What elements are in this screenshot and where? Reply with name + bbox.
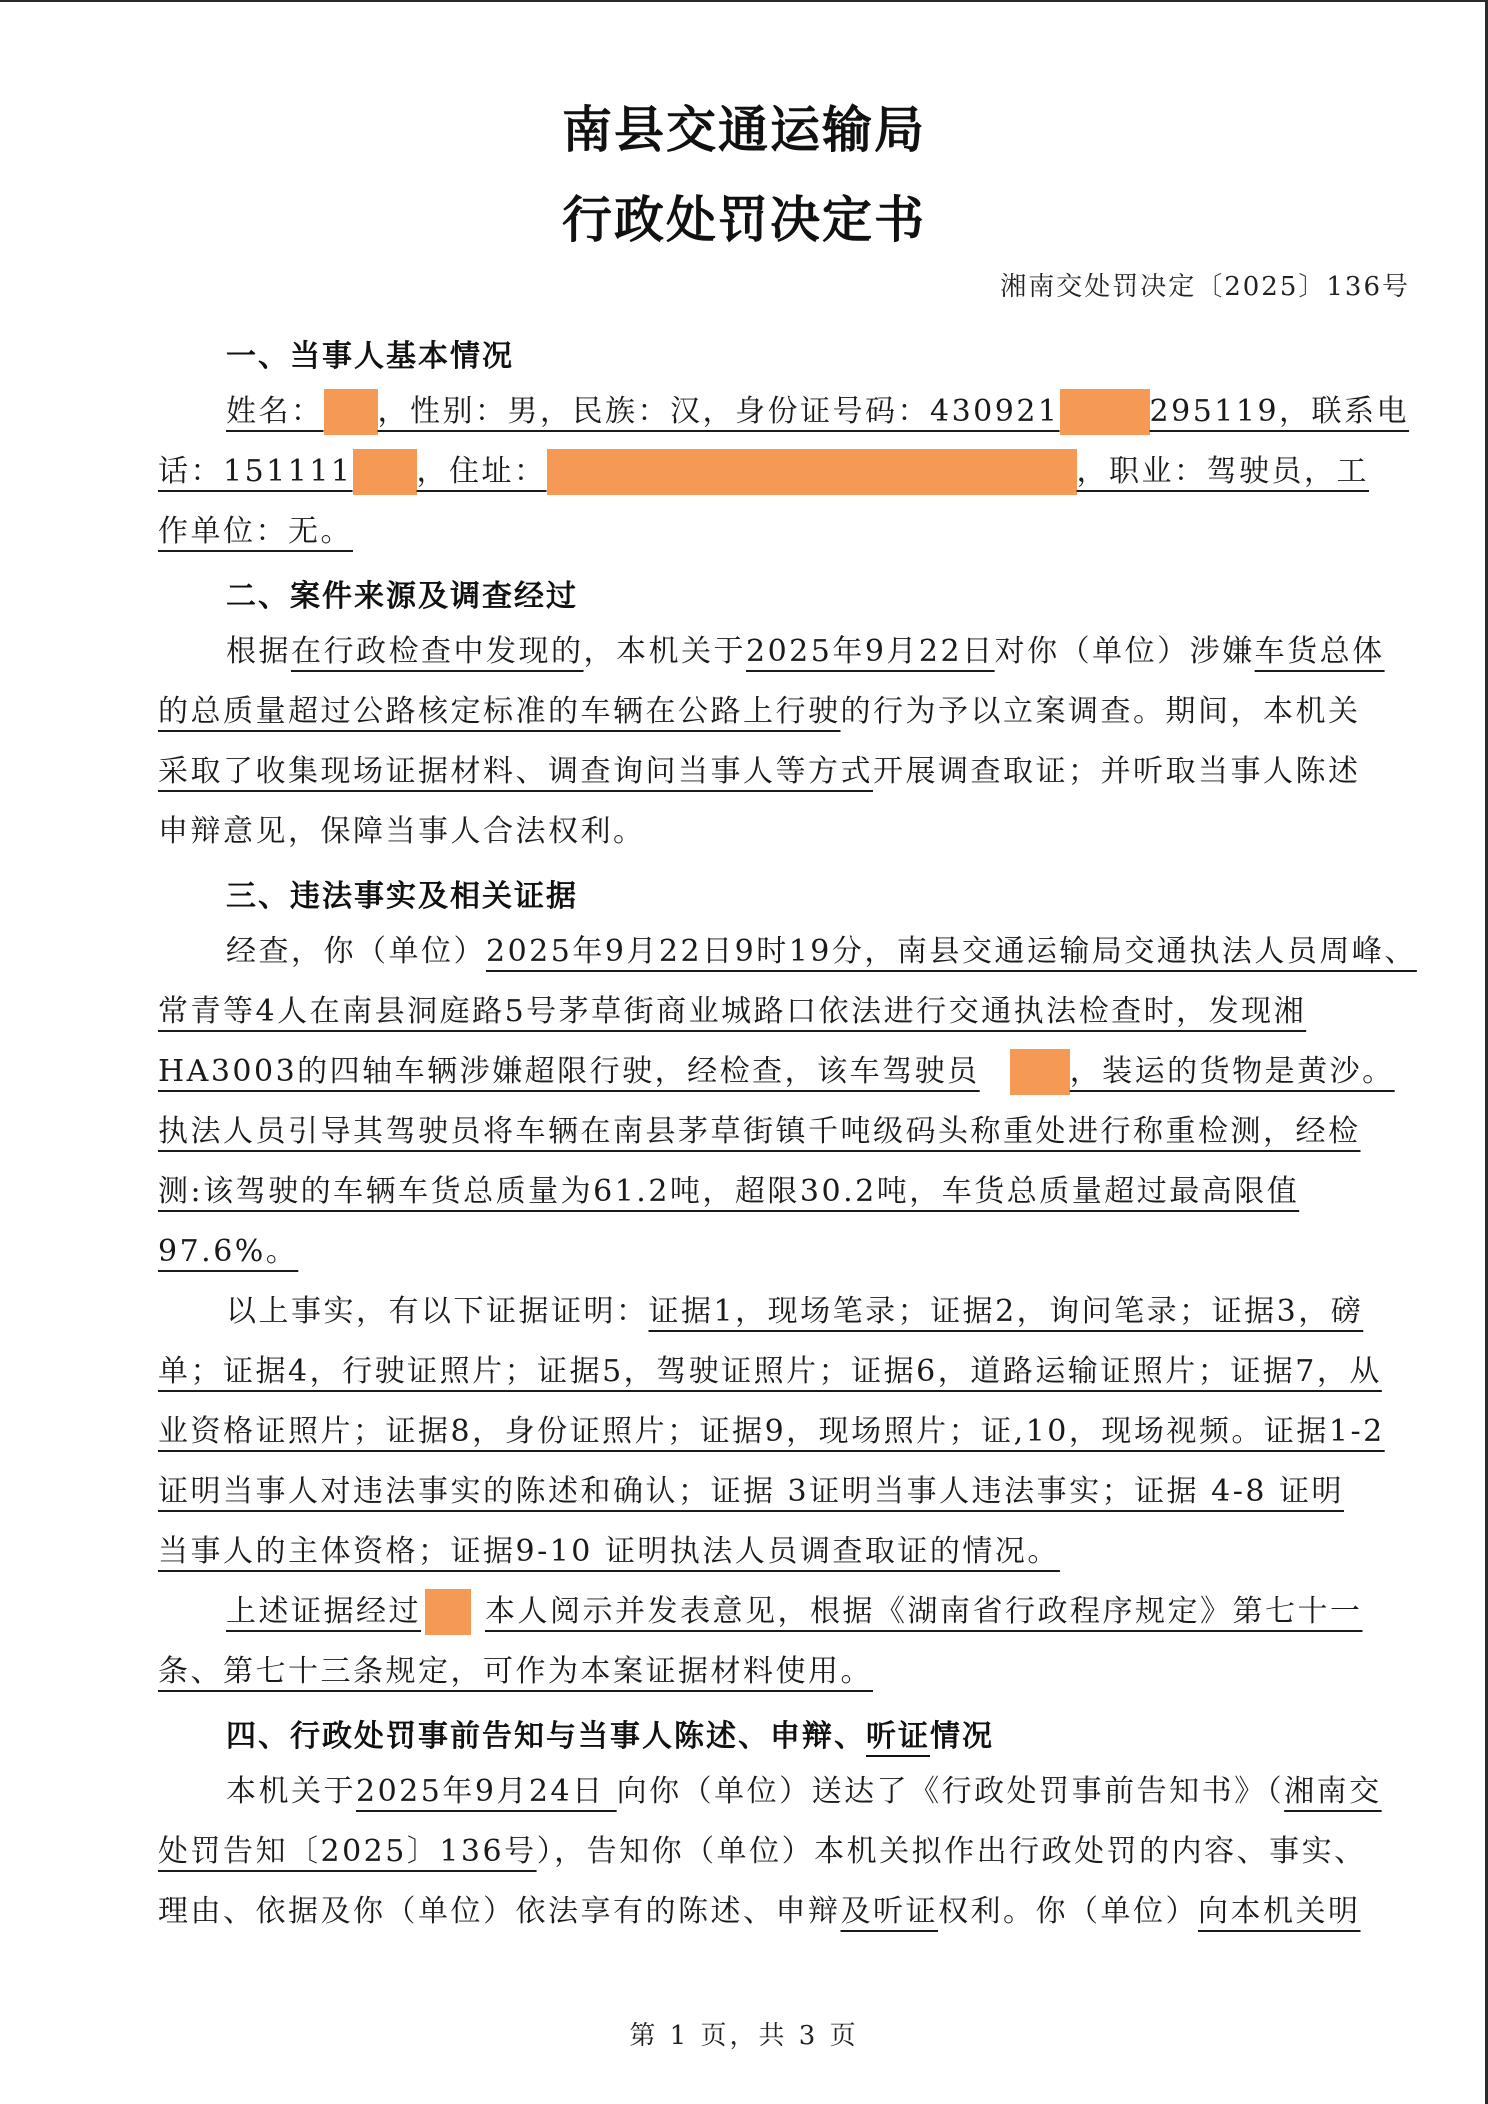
section4-heading: 四、行政处罚事前告知与当事人陈述、申辩、听证情况 [226,1719,994,1754]
section3-line4: 执法人员引导其驾驶员将车辆在南县茅草街镇千吨级码头称重处进行称重检测，经检 [158,1114,1361,1149]
evidence-line5: 当事人的主体资格；证据9-10 证明执法人员调查取证的情况。 [158,1534,1060,1569]
section2-line4: 申辩意见，保障当事人合法权利。 [158,814,646,849]
section3-line5: 测:该驾驶的车辆车货总质量为61.2吨，超限30.2吨，车货总质量超过最高限值 [158,1174,1300,1209]
evidence-line4: 证明当事人对违法事实的陈述和确认；证据 3证明当事人违法事实；证据 4-8 证明 [158,1474,1345,1509]
section3-line2: 常青等4人在南县洞庭路5号茅草街商业城路口依法进行交通执法检查时，发现湘 [158,994,1307,1029]
section2-heading: 二、案件来源及调查经过 [226,579,578,614]
evidence-line1: 以上事实，有以下证据证明：证据1，现场笔录；证据2，询问笔录；证据3，磅 [226,1294,1364,1329]
document-number: 湘南交处罚决定〔2025〕136号 [1000,272,1410,302]
section3-line6: 97.6%。 [158,1234,299,1269]
section1-line3: 作单位：无。 [158,514,353,549]
section1-line1: 姓名： ，性别：男，民族：汉，身份证号码：430921 295119，联系电 [226,389,1406,435]
document-title: 行政处罚决定书 [562,191,926,249]
authority-title: 南县交通运输局 [562,101,926,159]
section4-line3: 理由、依据及你（单位）依法享有的陈述、申辩及听证权利。你（单位）向本机关明 [158,1894,1361,1929]
redaction-address [547,449,1077,495]
redaction-phone [353,449,417,495]
page-footer: 第 1 页，共 3 页 [629,2021,859,2051]
evidence-line2: 单；证据4，行驶证照片；证据5，驾驶证照片；证据6，道路运输证照片；证据7，从 [158,1354,1382,1389]
evidence-line3: 业资格证照片；证据8，身份证照片；证据9，现场照片；证,10，现场视频。证据1-2 [158,1414,1385,1449]
section4-line1: 本机关于2025年9月24日 向你（单位）送达了《行政处罚事前告知书》（湘南交 [226,1774,1382,1809]
section2-line1: 根据在行政检查中发现的，本机关于2025年9月22日对你（单位）涉嫌车货总体 [226,634,1385,669]
section3-line3: HA3003的四轴车辆涉嫌超限行驶，经检查，该车驾驶员 ，装运的货物是黄沙。 [158,1049,1408,1095]
section2-line3: 采取了收集现场证据材料、调查询问当事人等方式开展调查取证；并听取当事人陈述 [158,754,1361,789]
section1-line2: 话：151111 ，住址： ，职业：驾驶员，工 [158,449,1408,495]
evidence-review-line2: 条、第七十三条规定，可作为本案证据材料使用。 [158,1654,873,1689]
page-top-border [0,0,1488,2]
section2-line2: 的总质量超过公路核定标准的车辆在公路上行驶的行为予以立案调查。期间，本机关 [158,694,1361,729]
redaction-name [324,389,378,435]
section3-heading: 三、违法事实及相关证据 [226,879,578,914]
section1-heading: 一、当事人基本情况 [226,339,514,374]
redaction-id-middle [1060,389,1150,435]
redaction-reviewer-name [425,1589,471,1635]
redaction-driver-name [1010,1049,1070,1095]
section4-line2: 处罚告知〔2025〕136号），告知你（单位）本机关拟作出行政处罚的内容、事实、 [158,1834,1367,1869]
evidence-review-line1: 上述证据经过 本人阅示并发表意见，根据《湖南省行政程序规定》第七十一 [226,1589,1406,1635]
section3-line1: 经查，你（单位）2025年9月22日9时19分，南县交通运输局交通执法人员周峰、 [226,934,1417,969]
